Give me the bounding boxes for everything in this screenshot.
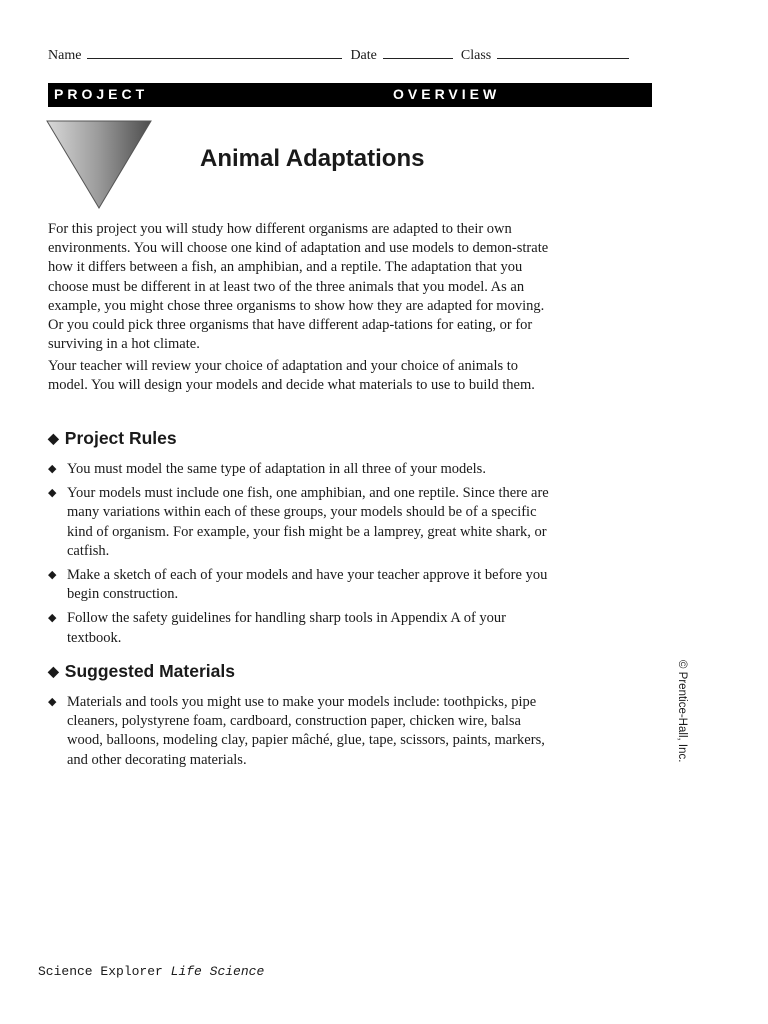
footer-book: Life Science: [170, 964, 265, 979]
list-item: [48, 566, 558, 604]
diamond-bullet-icon: ◆: [48, 487, 57, 500]
diamond-bullet-icon: ◆: [48, 663, 59, 679]
intro-paragraph-2: Your teacher will review your choice of adaptation and your choice of animals to model. You will design your models and decide what materials to use to build them.: [48, 358, 535, 394]
diamond-bullet-icon: ◆: [48, 569, 57, 582]
project-overview-banner: [48, 83, 652, 107]
list-item-text: Follow the safety guidelines for handling sharp tools in Appendix A of your textbook.: [67, 610, 506, 646]
list-item: [48, 484, 558, 561]
list-item-text: Materials and tools you might use to make your models include: toothpicks, pipe cleaners, polystyrene foam, cardboard, construction paper, chicken wire, balsa wood, balloons, modeling clay, papier mâché, glue, tape, scissors, paints, markers, and other decorating materials.: [67, 694, 545, 768]
class-label: Class: [460, 48, 492, 63]
list-item: [48, 609, 558, 647]
banner-left-text: PROJECT: [54, 86, 149, 102]
student-info-line: [48, 46, 652, 64]
project-rules-heading: [48, 428, 177, 449]
page-title: Animal Adaptations: [200, 145, 425, 172]
suggested-materials-heading: [48, 661, 235, 682]
list-item-text: Your models must include one fish, one amphibian, and one reptile. Since there are many variations within each of these groups, your models should be of a specific kind of organism. For example, your fish might be a lamprey, great white shark, or catfish.: [67, 485, 549, 559]
class-blank[interactable]: [497, 46, 629, 59]
page-footer: [38, 964, 264, 979]
diamond-bullet-icon: ◆: [48, 612, 57, 625]
name-label: Name: [48, 48, 82, 63]
list-item: [48, 460, 558, 479]
date-label: Date: [350, 48, 377, 63]
intro-paragraph-1: For this project you will study how different organisms are adapted to their own environments. You will choose one kind of adaptation and use models to demon-strate how it differs between a fish, an amphibian, and a reptile. The adaptation that you choose must be different in at least two of the three animals that you model. As an example, you might chose three organisms to show how they are adapted for moving. Or you could pick three organisms that have different adap-tations for eating, or for surviving in a hot climate.: [48, 221, 549, 353]
list-item-text: You must model the same type of adaptation in all three of your models.: [67, 461, 486, 477]
date-blank[interactable]: [383, 46, 453, 59]
triangle-graphic: [46, 120, 152, 210]
diamond-bullet-icon: ◆: [48, 696, 57, 708]
list-item-text: Make a sketch of each of your models and have your teacher approve it before you begin construction.: [67, 567, 548, 603]
project-rules-list: [48, 460, 558, 653]
diamond-bullet-icon: ◆: [48, 430, 59, 446]
banner-right-text: OVERVIEW: [393, 86, 501, 102]
suggested-materials-heading-text: Suggested Materials: [64, 661, 235, 681]
project-rules-heading-text: Project Rules: [64, 428, 177, 448]
suggested-materials-list: [48, 693, 558, 775]
footer-series: Science Explorer: [38, 964, 163, 979]
copyright-notice: © Prentice-Hall, Inc.: [676, 660, 688, 763]
list-item: [48, 693, 558, 770]
diamond-bullet-icon: ◆: [48, 463, 57, 475]
name-blank[interactable]: [87, 46, 342, 59]
